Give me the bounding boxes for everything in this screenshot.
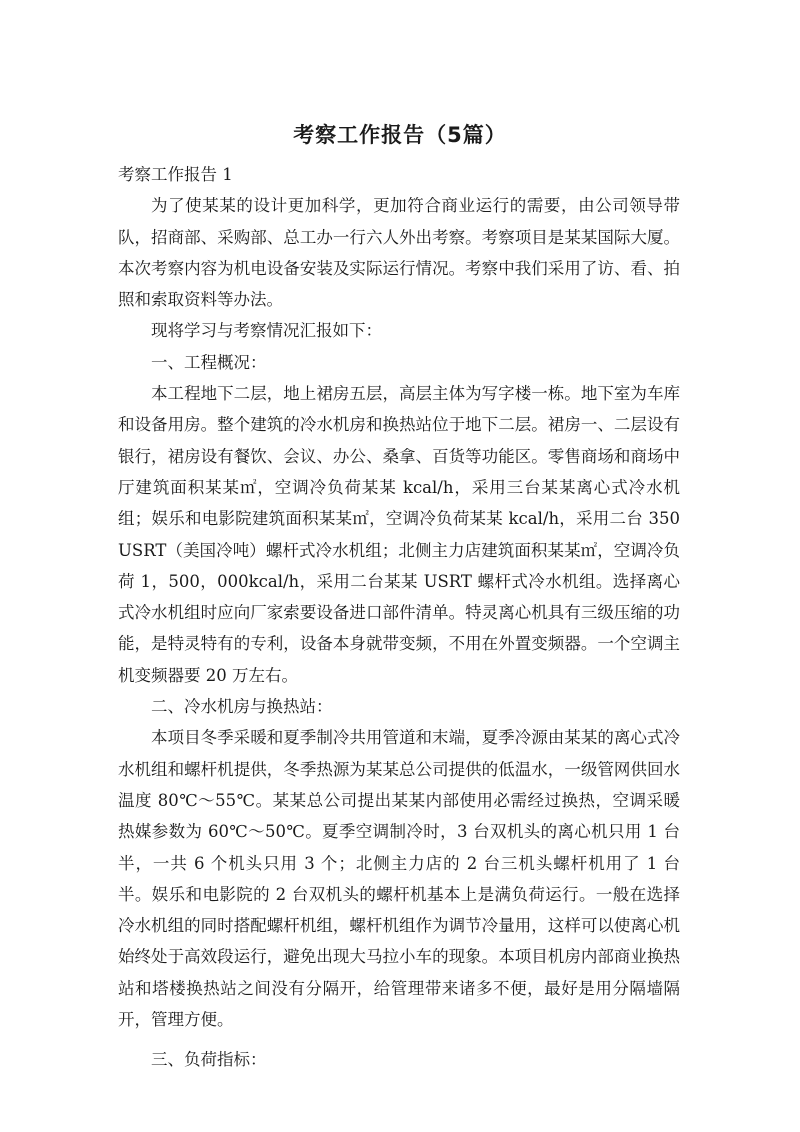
document-body xyxy=(118,159,680,1076)
section-heading-chiller-room: 二、冷水机房与换热站： xyxy=(151,697,333,717)
paragraph-intro: 为了使某某的设计更加科学，更加符合商业运行的需要，由公司领导带队，招商部、采购部、总工办一行六人外出考察。考察项目是某某国际大厦。本次考察内容为机电设备安装及实际运行情况。考察中我们采用了访、看、拍照和索取资料等办法。 xyxy=(118,196,680,310)
paragraph-chiller-room: 本项目冬季采暖和夏季制冷共用管道和末端，夏季冷源由某某的离心式冷水机组和螺杆机提供，冬季热源为某某总公司提供的低温水，一级管网供回水温度 80℃～55℃。某某总公司提出某某内部使用必需经过换热，空调采暖热媒参数为 60℃～50℃。夏季空调制冷时，3 台双机头的离心机只用 1 台半，一共 6 个机头只用 3 个；北侧主力店的 2 台三机头螺杆机用了 1 台半。娱乐和电影院的 2 台双机头的螺杆机基本上是满负荷运行。一般在选择冷水机组的同时搭配螺杆机组，螺杆机组作为调节冷量用，这样可以使离心机始终处于高效段运行，避免出现大马拉小车的现象。本项目机房内部商业换热站和塔楼换热站之间没有分隔开，给管理带来诸多不便，最好是用分隔墙隔开，管理方便。 xyxy=(118,728,680,1030)
section-heading-load-index: 三、负荷指标： xyxy=(151,1050,267,1070)
paragraph-report-lead: 现将学习与考察情况汇报如下： xyxy=(151,321,382,341)
document-title: 考察工作报告（5篇） xyxy=(293,123,507,147)
report-subtitle: 考察工作报告 1 xyxy=(118,165,233,184)
paragraph-overview: 本工程地下二层，地上裙房五层，高层主体为写字楼一栋。地下室为车库和设备用房。整个建筑的冷水机房和换热站位于地下二层。裙房一、二层设有银行，裙房设有餐饮、会议、办公、桑拿、百货等功能区。零售商场和商场中厅建筑面积某某㎡，空调冷负荷某某 kcal/h，采用三台某某离心式冷水机组；娱乐和电影院建筑面积某某㎡，空调冷负荷某某 kcal/h，采用二台 350USRT（美国冷吨）螺杆式冷水机组；北侧主力店建筑面积某某㎡，空调冷负荷 1，500，000kcal/h，采用二台某某 USRT 螺杆式冷水机组。选择离心式冷水机组时应向厂家索要设备进口部件清单。特灵离心机具有三级压缩的功能，是特灵特有的专利，设备本身就带变频，不用在外置变频器。一个空调主机变频器要 20 万左右。 xyxy=(118,384,680,685)
section-heading-overview: 一、工程概况： xyxy=(151,352,267,372)
